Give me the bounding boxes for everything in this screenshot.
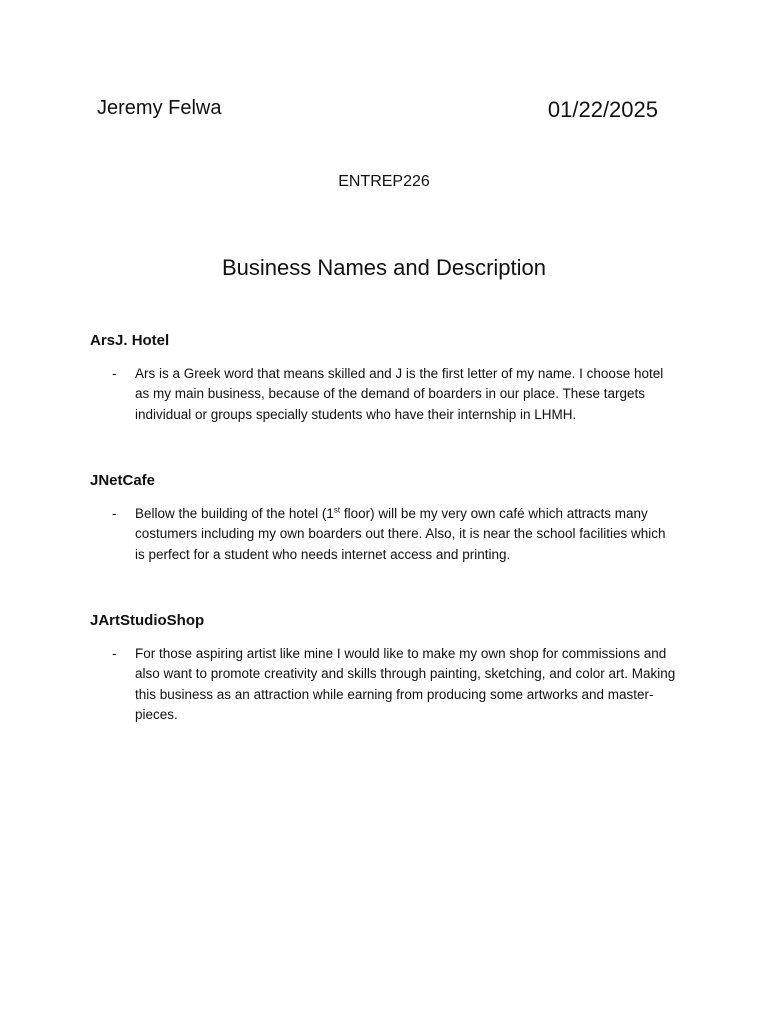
description-text-part: floor) will be my very own café which attracts many costumers including my own boarders out there. Also, it is near the school facilities which is perfect for a student who needs internet access and printing. (135, 506, 666, 562)
document-date: 01/22/2025 (547, 97, 658, 122)
section-arsj-hotel (90, 331, 690, 425)
section-heading: ArsJ. Hotel (90, 332, 170, 349)
bullet-dash: - (112, 366, 117, 381)
section-description (135, 506, 666, 562)
section-jnetcafe (90, 471, 690, 565)
section-description: Ars is a Greek word that means skilled and J is the first letter of my name. I choose hotel as my main business, because of the demand of boarders in our place. These targets individual or groups specially students who have their internship in LHMH. (135, 366, 664, 422)
list-item (90, 504, 690, 565)
course-code: ENTREP226 (338, 173, 430, 190)
bullet-dash: - (112, 646, 117, 661)
description-text-part: Bellow the building of the hotel (1 (135, 506, 334, 521)
list-item (90, 364, 690, 425)
document-title: Business Names and Description (221, 255, 547, 280)
ordinal-superscript: st (333, 505, 341, 515)
author-name: Jeremy Felwa (97, 97, 222, 119)
bullet-dash: - (112, 506, 117, 521)
section-heading: JArtStudioShop (90, 612, 205, 629)
section-jartstudioshop (90, 611, 690, 725)
section-description: For those aspiring artist like mine I would like to make my own shop for commissions and also want to promote creativity and skills through painting, sketching, and color art. Making this business as an attraction while earning from producing some artworks and master-pieces. (135, 646, 676, 722)
list-item (90, 644, 690, 725)
section-heading: JNetCafe (90, 472, 156, 489)
